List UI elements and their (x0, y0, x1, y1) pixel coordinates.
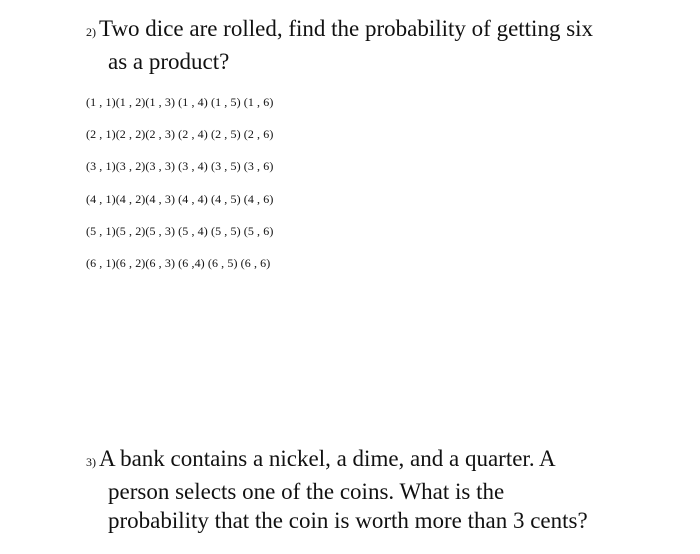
question-3 (86, 444, 686, 535)
question-2-line-1 (86, 14, 686, 47)
question-3-line-3: probability that the coin is worth more than 3 cents? (108, 508, 588, 533)
outcome-row-1: (1 , 1)(1 , 2)(1 , 3) (1 , 4) (1 , 5) (1 , 6) (86, 95, 274, 109)
outcome-row-6: (6 , 1)(6 , 2)(6 , 3) (6 ,4) (6 , 5) (6 , 6) (86, 256, 271, 271)
outcome-row-4: (4 , 1)(4 , 2)(4 , 3) (4 , 4) (4 , 5) (4 , 6) (86, 191, 274, 206)
dice-outcomes-table (86, 86, 273, 279)
question-2 (86, 14, 686, 76)
question-2-text-1: Two dice are rolled, find the probability of getting six (99, 16, 594, 41)
question-3-line-2: person selects one of the coins. What is the (108, 479, 505, 504)
question-2-line-2: as a product? (108, 49, 230, 74)
outcome-row-3: (3 , 1)(3 , 2)(3 , 3) (3 , 4) (3 , 5) (3 , 6) (86, 159, 274, 174)
question-3-number: 3) (86, 455, 96, 469)
question-2-number: 2) (86, 25, 96, 39)
question-3-text-1: A bank contains a nickel, a dime, and a quarter. A (99, 446, 556, 471)
outcome-row-2: (2 , 1)(2 , 2)(2 , 3) (2 , 4) (2 , 5) (2 , 6) (86, 127, 274, 142)
outcome-row-5: (5 , 1)(5 , 2)(5 , 3) (5 , 4) (5 , 5) (5 , 6) (86, 223, 274, 238)
question-3-line-1 (86, 444, 686, 477)
